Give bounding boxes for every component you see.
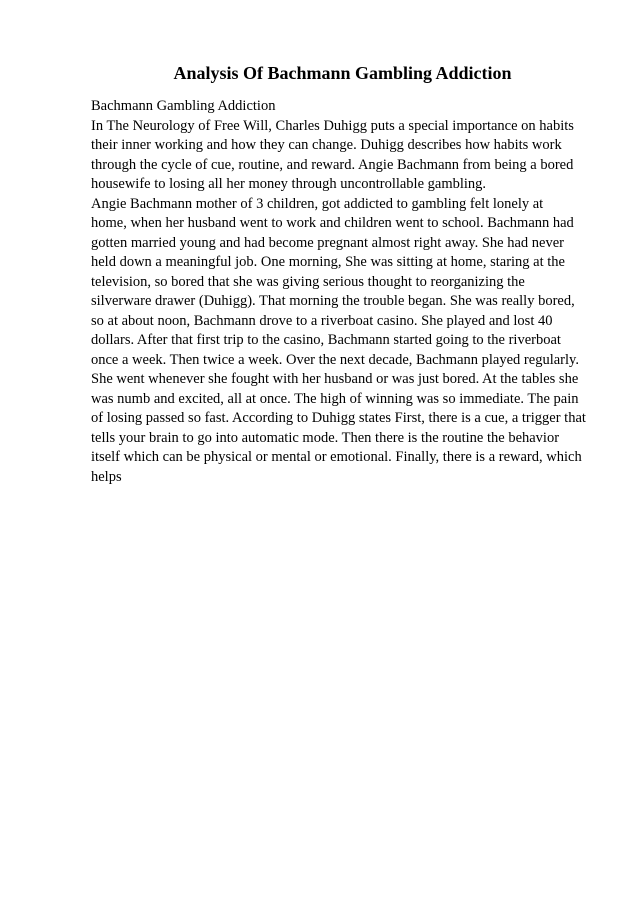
body-line: their inner working and how they can change. Duhigg describes how habits work [91,137,562,153]
body-line: through the cycle of cue, routine, and reward. Angie Bachmann from being a bored [91,156,574,173]
body-line: dollars. After that first trip to the casino, Bachmann started going to the riverboat [91,332,561,348]
body-line: In The Neurology of Free Will, Charles Duhigg puts a special importance on habits [91,117,574,134]
subtitle-line: Bachmann Gambling Addiction [91,98,276,114]
body-line: was numb and excited, all at once. The high of winning was so immediate. The pain [91,390,579,407]
body-line: home, when her husband went to work and children went to school. Bachmann had [91,215,574,231]
document-body [91,97,611,487]
body-line: tells your brain to go into automatic mode. Then there is the routine the behavior [91,429,560,446]
body-line: gotten married young and had become pregnant almost right away. She had never [91,234,564,251]
body-line: once a week. Then twice a week. Over the next decade, Bachmann played regularly. [91,351,579,368]
body-line: held down a meaningful job. One morning, She was sitting at home, staring at the [91,254,565,270]
body-line: housewife to losing all her money through uncontrollable gambling. [91,176,487,192]
document-title: Analysis Of Bachmann Gambling Addiction [173,63,512,83]
body-line: of losing passed so fast. According to Duhigg states First, there is a cue, a trigger that [91,410,586,426]
body-line: She went whenever she fought with her husband or was just bored. At the tables she [91,371,579,387]
body-line: itself which can be physical or mental or emotional. Finally, there is a reward, which [91,449,582,465]
body-line: helps [91,468,122,485]
body-line: Angie Bachmann mother of 3 children, got addicted to gambling felt lonely at [91,195,544,212]
body-line: television, so bored that she was giving serious thought to reorganizing the [91,273,525,290]
body-line: silverware drawer (Duhigg). That morning the trouble began. She was really bored, [91,293,575,309]
body-line: so at about noon, Bachmann drove to a riverboat casino. She played and lost 40 [91,312,553,329]
